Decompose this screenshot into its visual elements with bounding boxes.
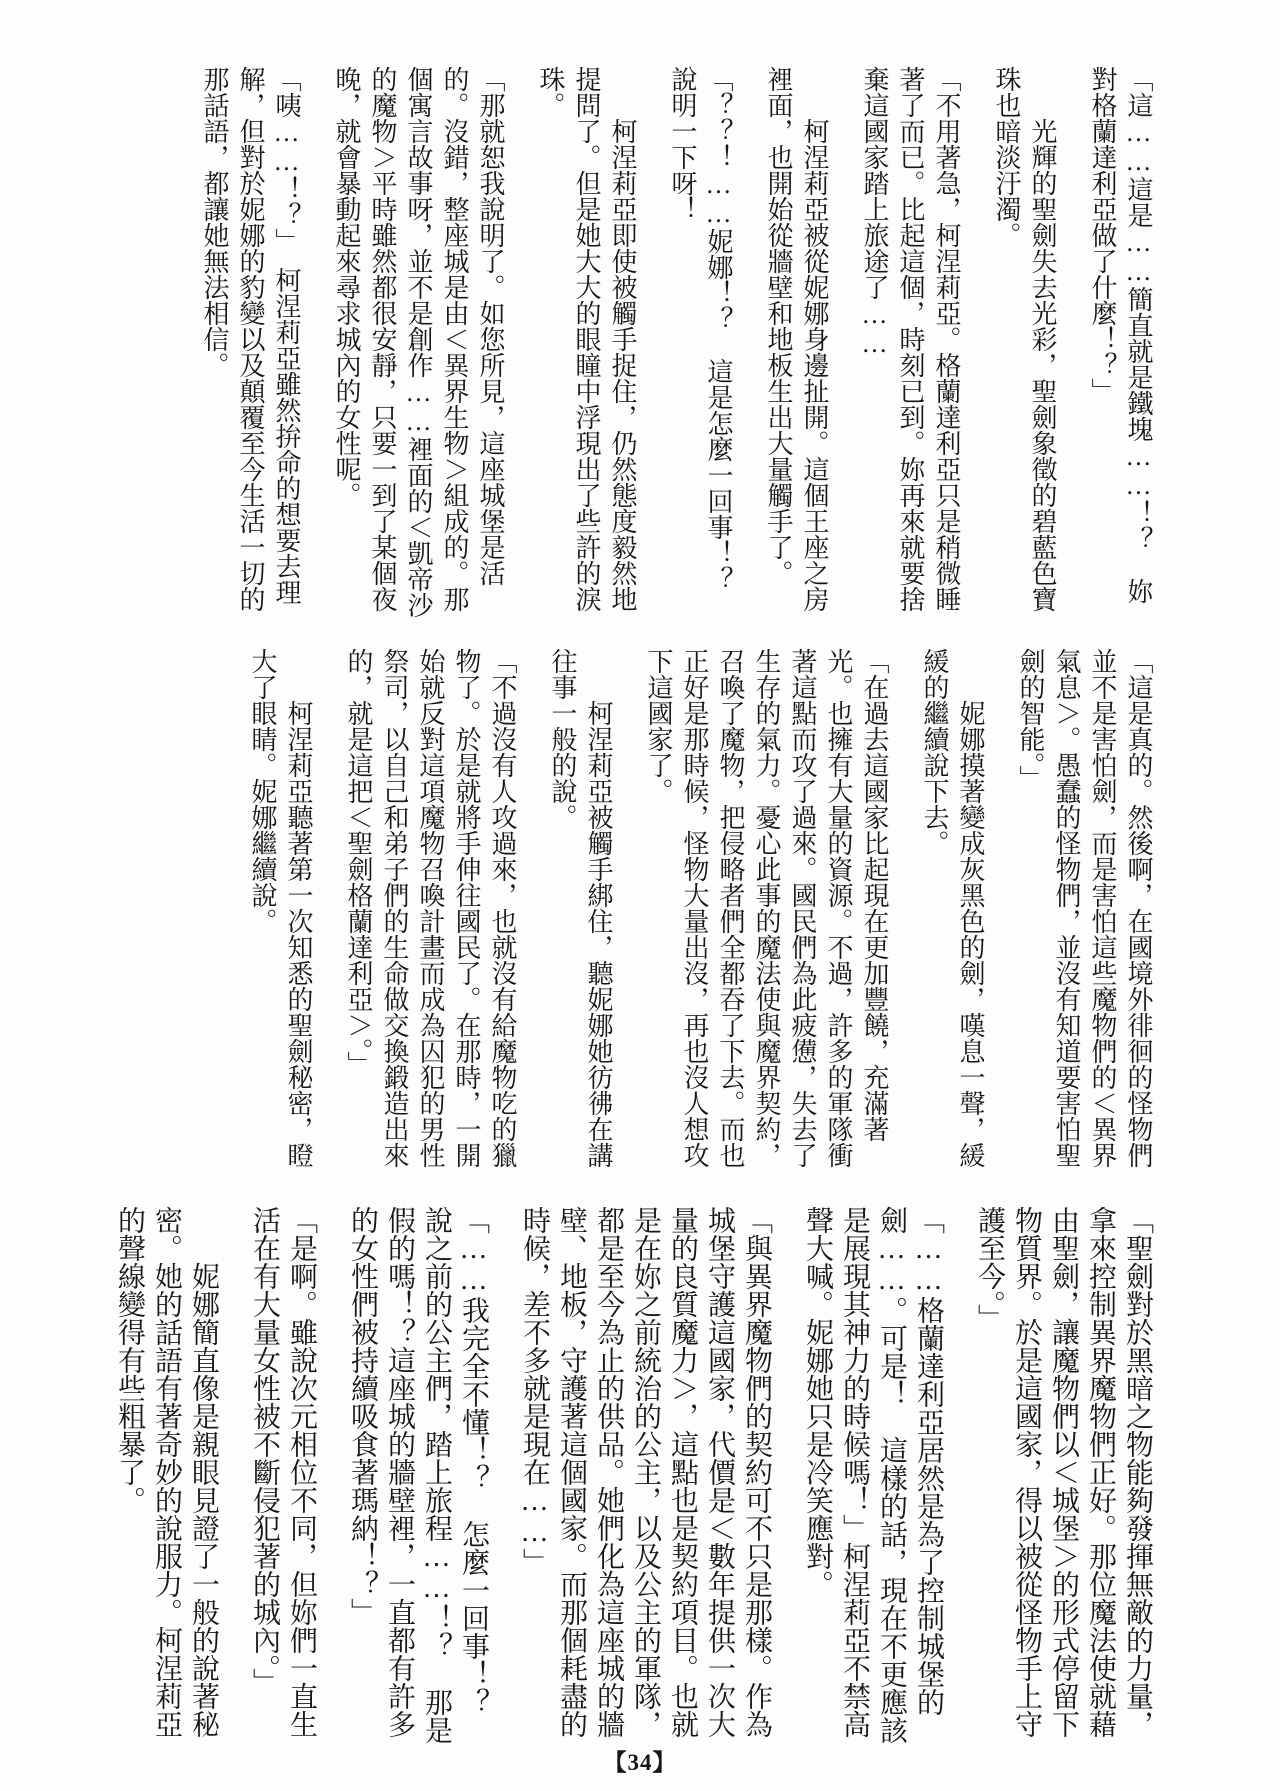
paragraph-dialogue: 「在過去這國家比起現在更加豐饒，充滿著光。也擁有大量的資源。不過，許多的軍隊衝著這點而攻了過來。國民們為此疲憊，失去了生存的氣力。憂心此事的魔法使與魔界契約，召喚了魔物，把侵略者們全都吞了下去。而也正好是那時候，怪物大量出沒，再也沒人想攻下這國家了。 <box>644 648 889 1168</box>
paragraph-dialogue: 「那就恕我說明了。如您所見，這座城堡是活的。沒錯，整座城是由＜異界生物＞組成的。那個寓言故事呀，並不是創作……裡面的＜凱帝沙的魔物＞平時雖然都很安靜，只要一到了某個夜晚，就會暴動起來尋求城內的女性呢。 <box>332 66 505 618</box>
paragraph-dialogue: 「不過沒有人攻過來，也就沒有給魔物吃的獵物了。於是就將手伸往國民了。在那時，一開始就反對這項魔物召喚計畫而成為囚犯的男性祭司，以自己和弟子們的生命做交換鍛造出來的，就是這把＜聖劍格蘭達利亞＞。」 <box>344 648 517 1168</box>
paragraph-dialogue: 「……我完全不懂！？ 怎麼一回事！？ 說之前的公主們，踏上旅程……！？ 那是假的嗎！？這座城的牆壁裡，一直都有許多的女性們被持續吸食著瑪納！？」 <box>347 1206 489 1744</box>
paragraph-narrative: 柯涅莉亞被從妮娜身邊扯開。這個王座之房裡面，也開始從牆壁和地板生出大量觸手了。 <box>764 66 829 612</box>
paragraph-narrative: 柯涅莉亞即使被觸手捉住，仍然態度毅然地提問了。但是她大大的眼瞳中浮現出了些許的淚珠。 <box>536 66 637 612</box>
paragraph-dialogue: 「是啊。雖說次元相位不同，但妳們一直生活在有大量女性被不斷侵犯著的城內。」 <box>249 1206 317 1738</box>
text-band-top <box>196 66 1156 626</box>
paragraph-narrative: 柯涅莉亞被觸手綁住，聽妮娜她彷彿在講往事一般的說。 <box>548 648 613 1168</box>
paragraph-dialogue: 「這……這是……簡直就是鐵塊……！？ 妳對格蘭達利亞做了什麼！？」 <box>1088 66 1153 604</box>
paragraph-dialogue: 「聖劍對於黑暗之物能夠發揮無敵的力量，拿來控制異界魔物們正好。那位魔法使就藉由聖劍，讓魔物們以＜城堡＞的形式停留下物質界。於是這國家，得以被從怪物手上守護至今。」 <box>974 1206 1153 1738</box>
text-band-bottom <box>111 1206 1156 1751</box>
paragraph-narrative: 光輝的聖劍失去光彩，聖劍象徵的碧藍色寶珠也暗淡汙濁。 <box>992 66 1057 612</box>
paragraph-dialogue: 「與異界魔物們的契約可不只是那樣。作為城堡守護這國家，代價是＜數年提供一次大量的良質魔力＞，這點也是契約項目。也就是在妳之前統治的公主，以及公主的軍隊，都是至今為止的供品。她們化為這座城的牆壁、地板，守護著這個國家。而那個耗盡的時候，差不多就是現在……」 <box>519 1206 772 1738</box>
paragraph-dialogue: 「不用著急，柯涅莉亞。格蘭達利亞只是稍微睡著了而已。比起這個，時刻已到。妳再來就要捨棄這國家踏上旅途了…… <box>860 66 961 612</box>
text-band-middle <box>244 648 1156 1183</box>
paragraph-dialogue: 「這是真的。然後啊，在國境外徘徊的怪物們並不是害怕劍，而是害怕這些魔物們的＜異界氣息＞。愚蠢的怪物們，並沒有知道要害怕聖劍的智能。」 <box>1016 648 1153 1168</box>
paragraph-dialogue: 「？？！……妮娜！？ 這是怎麼一回事！？ 說明一下呀！ <box>668 66 733 618</box>
paragraph-narrative: 妮娜簡直像是親眼見證了一般的說著秘密。她的話語有著奇妙的說服力。柯涅莉亞的聲線變得有些粗暴了。 <box>114 1206 219 1738</box>
paragraph-narrative: 柯涅莉亞聽著第一次知悉的聖劍秘密，瞪大了眼睛。妮娜繼續說。 <box>248 648 313 1168</box>
paragraph-dialogue: 「咦……！？」 柯涅莉亞雖然拚命的想要去理解，但對於妮娜的豹變以及顛覆至今生活一切的那話語，都讓她無法相信。 <box>200 66 301 612</box>
page-number: 【34】 <box>603 1750 677 1775</box>
paragraph-dialogue: 「……格蘭達利亞居然是為了控制城堡的劍……。可是！ 這樣的話，現在不更應該是展現其神力的時候嗎！」柯涅莉亞不禁高聲大喊。妮娜她只是冷笑應對。 <box>802 1206 944 1744</box>
paragraph-narrative: 妮娜摸著變成灰黑色的劍，嘆息一聲，緩緩的繼續說下去。 <box>920 648 985 1168</box>
